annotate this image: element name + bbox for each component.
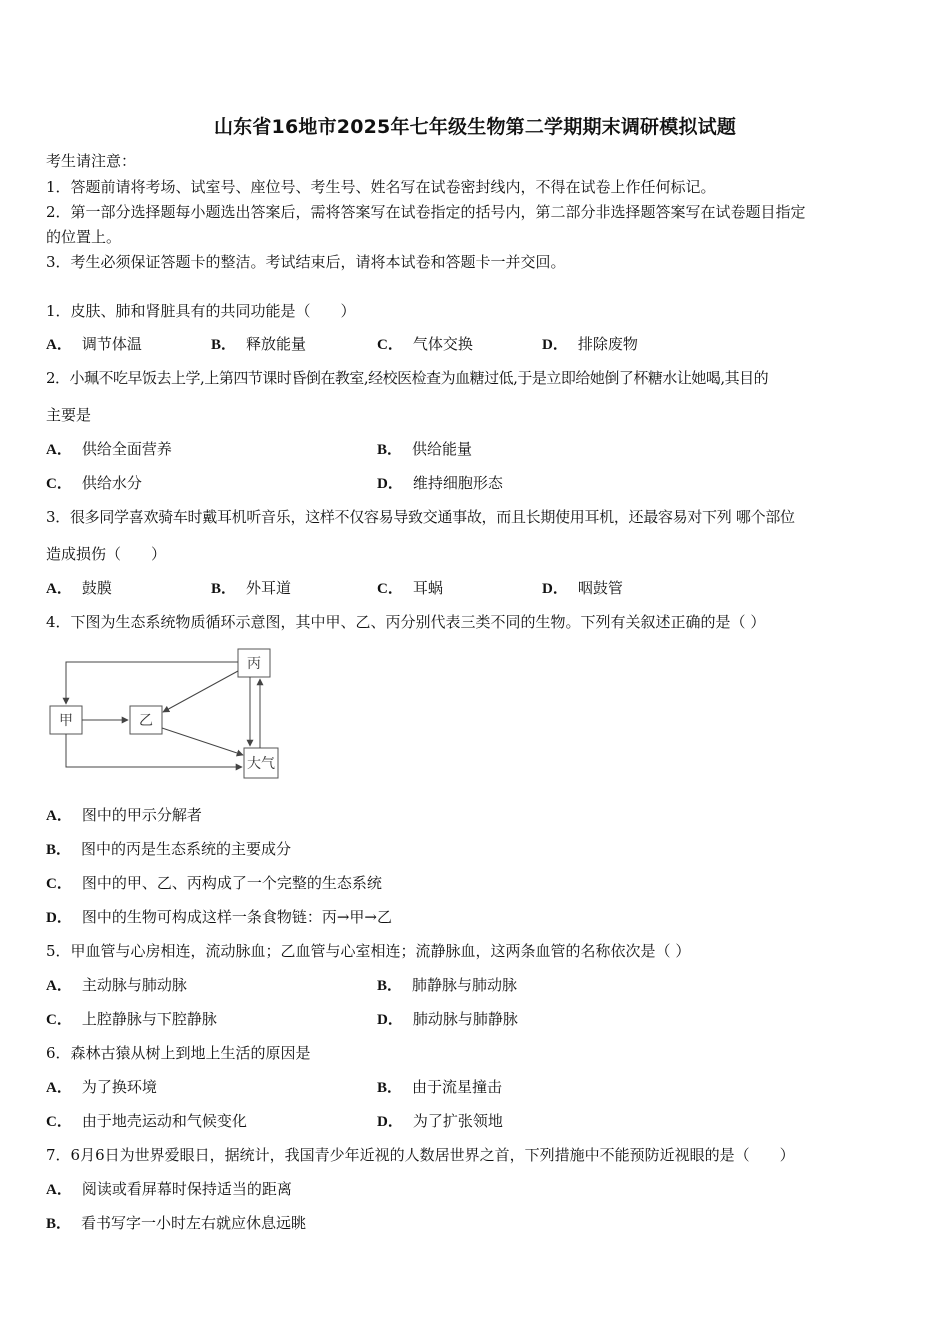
question-6-stem: 6．森林古猿从树上到地上生活的原因是: [46, 1044, 311, 1062]
option-text: 耳蜗: [412, 579, 443, 597]
option-letter: A．: [46, 337, 72, 353]
option-text: 由于地壳运动和气候变化: [81, 1112, 247, 1130]
option-letter: A．: [46, 808, 72, 824]
option-letter: C．: [46, 1114, 72, 1130]
question-1-stem: 1．皮肤、肺和肾脏具有的共同功能是（ ）: [46, 302, 356, 320]
option-letter: C．: [46, 476, 72, 492]
node-bing-label: 丙: [247, 656, 261, 672]
option-letter: B．: [211, 337, 237, 353]
notice-item: 2．第一部分选择题每小题选出答案后，需将答案写在试卷指定的括号内，第二部分非选择题答案写在试卷题目指定: [46, 203, 806, 221]
option-letter: D．: [377, 476, 403, 492]
page-title: 山东省16地市2025年七年级生物第二学期期末调研模拟试题: [213, 116, 737, 138]
notice-item: 的位置上。: [46, 228, 122, 246]
option-text: 看书写字一小时左右就应休息远眺: [81, 1214, 307, 1232]
option-text: 释放能量: [246, 335, 307, 353]
option-letter: A．: [46, 978, 72, 994]
question-3-stem: 3．很多同学喜欢骑车时戴耳机听音乐，这样不仅容易导致交通事故，而且长期使用耳机，还最容易对下列 哪个部位: [46, 508, 795, 526]
arrow-yi-to-air: [162, 728, 243, 755]
option-text: 图中的甲、乙、丙构成了一个完整的生态系统: [81, 874, 382, 892]
q1-option-b[interactable]: [211, 334, 306, 355]
option-text: 咽鼓管: [577, 579, 623, 597]
option-letter: D．: [542, 337, 568, 353]
option-letter: A．: [46, 442, 72, 458]
q2-option-c[interactable]: [46, 473, 142, 494]
option-text: 肺静脉与肺动脉: [412, 976, 518, 994]
option-text: 上腔静脉与下腔静脉: [81, 1010, 217, 1028]
option-letter: C．: [46, 1012, 72, 1028]
option-letter: A．: [46, 1182, 72, 1198]
option-letter: D．: [377, 1114, 403, 1130]
q2-option-a[interactable]: [46, 439, 172, 460]
question-7-stem: 7．6月6日为世界爱眼日，据统计，我国青少年近视的人数居世界之首，下列措施中不能预防近视眼的是（ ）: [46, 1146, 795, 1164]
option-letter: A．: [46, 1080, 72, 1096]
q4-option-a[interactable]: [46, 805, 202, 826]
option-letter: B．: [377, 978, 403, 994]
arrow-bing-to-yi: [163, 671, 238, 712]
q4-option-b[interactable]: [46, 839, 291, 860]
carbon-cycle-diagram: [46, 645, 286, 785]
option-letter: C．: [377, 337, 403, 353]
option-letter: A．: [46, 581, 72, 597]
q2-option-d[interactable]: [377, 473, 503, 494]
option-letter: D．: [377, 1012, 403, 1028]
option-text: 图中的丙是生态系统的主要成分: [81, 840, 292, 858]
q7-option-b[interactable]: [46, 1213, 306, 1234]
option-text: 阅读或看屏幕时保持适当的距离: [81, 1180, 292, 1198]
option-text: 主动脉与肺动脉: [81, 976, 187, 994]
question-2-stem: 2．小珮不吃早饭去上学,上第四节课时昏倒在教室,经校医检查为血糖过低,于是立即给她倒了杯糖水让她喝,其目的: [46, 369, 769, 387]
q6-option-b[interactable]: [377, 1077, 502, 1098]
q5-option-d[interactable]: [377, 1009, 518, 1030]
q7-option-a[interactable]: [46, 1179, 292, 1200]
q3-option-d[interactable]: [542, 578, 623, 599]
option-letter: B．: [46, 842, 72, 858]
q3-option-b[interactable]: [211, 578, 291, 599]
question-2-stem-cont: 主要是: [46, 406, 92, 424]
arrow-jia-to-air: [66, 734, 242, 767]
option-letter: B．: [46, 1216, 72, 1232]
arrow-bing-to-jia: [66, 662, 238, 704]
q3-option-a[interactable]: [46, 578, 112, 599]
option-text: 图中的生物可构成这样一条食物链：丙→甲→乙: [81, 908, 392, 926]
q6-option-c[interactable]: [46, 1111, 247, 1132]
option-text: 排除废物: [577, 335, 638, 353]
option-letter: C．: [46, 876, 72, 892]
option-text: 气体交换: [412, 335, 473, 353]
notice-item: 1．答题前请将考场、试室号、座位号、考生号、姓名写在试卷密封线内，不得在试卷上作任何标记。: [46, 178, 716, 196]
q1-option-c[interactable]: [377, 334, 473, 355]
q1-option-d[interactable]: [542, 334, 638, 355]
q1-option-a[interactable]: [46, 334, 142, 355]
option-text: 维持细胞形态: [412, 474, 503, 492]
node-jia-label: 甲: [59, 713, 73, 729]
q4-option-c[interactable]: [46, 873, 382, 894]
option-letter: B．: [211, 581, 237, 597]
node-yi-label: 乙: [139, 713, 153, 729]
q6-option-d[interactable]: [377, 1111, 503, 1132]
option-letter: C．: [377, 581, 403, 597]
option-letter: D．: [542, 581, 568, 597]
option-text: 供给全面营养: [81, 440, 172, 458]
option-text: 图中的甲示分解者: [81, 806, 202, 824]
option-text: 为了扩张领地: [412, 1112, 503, 1130]
q6-option-a[interactable]: [46, 1077, 157, 1098]
q5-option-b[interactable]: [377, 975, 517, 996]
option-text: 鼓膜: [81, 579, 112, 597]
notice-item: 3．考生必须保证答题卡的整洁。考试结束后，请将本试卷和答题卡一并交回。: [46, 253, 566, 271]
option-letter: B．: [377, 442, 403, 458]
question-4-stem: 4．下图为生态系统物质循环示意图，其中甲、乙、丙分别代表三类不同的生物。下列有关叙述正确的是（ ）: [46, 613, 766, 631]
question-5-stem: 5．甲血管与心房相连，流动脉血；乙血管与心室相连；流静脉血，这两条血管的名称依次是（ ）: [46, 942, 691, 960]
option-text: 外耳道: [246, 579, 292, 597]
option-text: 肺动脉与肺静脉: [412, 1010, 518, 1028]
q5-option-c[interactable]: [46, 1009, 217, 1030]
question-3-stem-cont: 造成损伤（ ）: [46, 545, 167, 563]
option-letter: B．: [377, 1080, 403, 1096]
option-text: 供给水分: [81, 474, 142, 492]
option-text: 由于流星撞击: [412, 1078, 503, 1096]
q3-option-c[interactable]: [377, 578, 443, 599]
node-air-label: 大气: [247, 756, 275, 772]
notice-heading: 考生请注意：: [46, 152, 137, 170]
q2-option-b[interactable]: [377, 439, 472, 460]
q4-option-d[interactable]: [46, 907, 392, 928]
option-text: 供给能量: [412, 440, 473, 458]
option-text: 调节体温: [81, 335, 142, 353]
option-letter: D．: [46, 910, 72, 926]
q5-option-a[interactable]: [46, 975, 187, 996]
option-text: 为了换环境: [81, 1078, 157, 1096]
